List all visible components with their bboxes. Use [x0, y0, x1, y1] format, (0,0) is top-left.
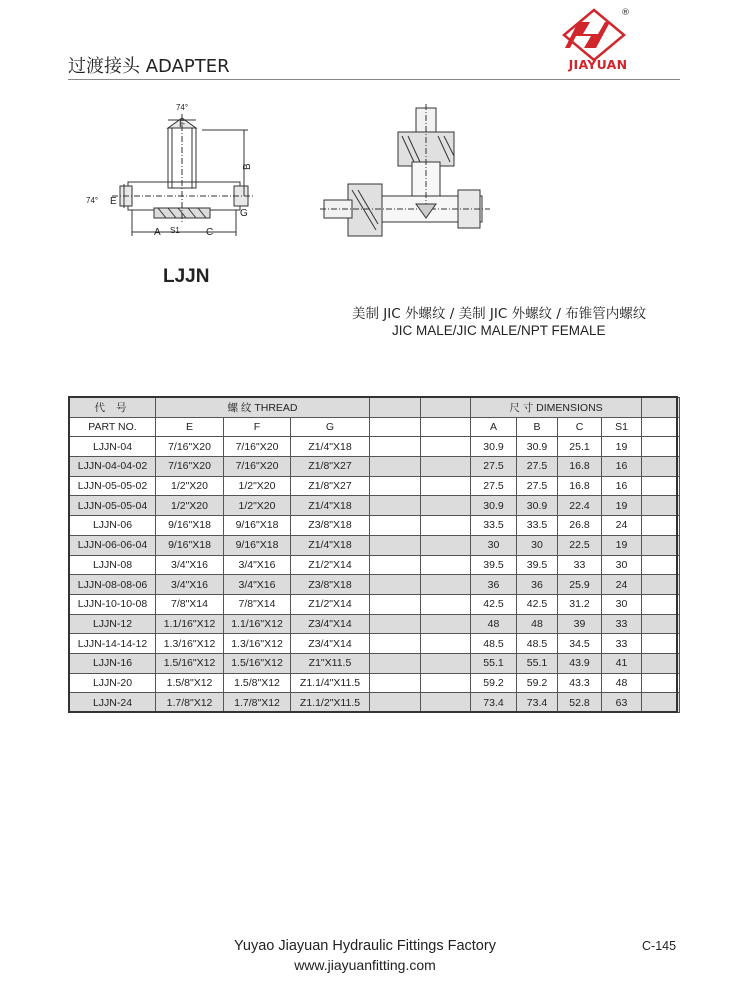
dimensions-group-header: 尺 寸 DIMENSIONS [471, 398, 642, 418]
part-group-header: 代 号 [70, 398, 156, 418]
table-row [70, 555, 680, 575]
table-cell: 30 [602, 594, 642, 614]
table-cell: 1.5/16"X12 [224, 653, 291, 673]
table-cell: 30 [517, 535, 558, 555]
table-cell [421, 693, 471, 713]
table-cell [370, 594, 421, 614]
table-cell: 1.3/16"X12 [156, 634, 224, 654]
table-cell [421, 496, 471, 516]
dim-c-label: C [206, 227, 214, 238]
table-cell [642, 653, 680, 673]
table-cell: 3/4"X16 [156, 555, 224, 575]
table-cell: Z3/4"X14 [291, 614, 370, 634]
table-row [70, 594, 680, 614]
table-cell: Z3/8"X18 [291, 575, 370, 595]
table-cell: 39 [558, 614, 602, 634]
column-header: C [558, 417, 602, 437]
table-cell: 24 [602, 575, 642, 595]
table-cell: 55.1 [517, 653, 558, 673]
table-cell [370, 535, 421, 555]
dim-a-label: A [154, 227, 161, 238]
table-cell [421, 634, 471, 654]
part-number-cell: LJJN-14-14-12 [70, 634, 156, 654]
table-cell: 9/16"X18 [156, 516, 224, 536]
thread-group-header: 螺 纹 THREAD [156, 398, 370, 418]
table-cell: 36 [517, 575, 558, 595]
dim-e-label: E [110, 196, 117, 207]
table-cell: 1.5/8"X12 [224, 673, 291, 693]
table-cell: 7/8"X14 [224, 594, 291, 614]
table-cell: 73.4 [517, 693, 558, 713]
table-cell: 42.5 [471, 594, 517, 614]
table-cell [642, 476, 680, 496]
table-cell: 43.9 [558, 653, 602, 673]
table-cell: 1.5/16"X12 [156, 653, 224, 673]
table-cell [370, 653, 421, 673]
part-number-cell: LJJN-04 [70, 437, 156, 457]
dim-f-label: F [178, 119, 186, 130]
table-cell: Z1/2"X14 [291, 555, 370, 575]
table-cell: 1.7/8"X12 [156, 693, 224, 713]
table-cell: 9/16"X18 [156, 535, 224, 555]
table-cell: 63 [602, 693, 642, 713]
table-cell: 3/4"X16 [156, 575, 224, 595]
table-cell: 36 [471, 575, 517, 595]
part-number-cell: LJJN-16 [70, 653, 156, 673]
table-cell [370, 555, 421, 575]
table-row [70, 437, 680, 457]
table-cell [370, 673, 421, 693]
table-cell: 7/16"X20 [224, 457, 291, 477]
table-cell: 7/16"X20 [156, 437, 224, 457]
dim-b-label: B [242, 163, 253, 170]
table-row [70, 516, 680, 536]
table-cell [370, 457, 421, 477]
table-cell: 1/2"X20 [156, 476, 224, 496]
table-cell: Z3/4"X14 [291, 634, 370, 654]
table-cell: 1.7/8"X12 [224, 693, 291, 713]
table-cell [421, 437, 471, 457]
part-number-cell: LJJN-05-05-04 [70, 496, 156, 516]
part-number-cell: LJJN-12 [70, 614, 156, 634]
table-cell: 59.2 [517, 673, 558, 693]
blank-header-cell [421, 398, 471, 418]
table-cell: 19 [602, 535, 642, 555]
table-cell: 24 [602, 516, 642, 536]
table-cell: Z1/8"X27 [291, 476, 370, 496]
column-header [421, 417, 471, 437]
table-cell [642, 575, 680, 595]
table-cell: 3/4"X16 [224, 555, 291, 575]
table-cell: 1/2"X20 [156, 496, 224, 516]
column-header: E [156, 417, 224, 437]
table-cell: 7/16"X20 [224, 437, 291, 457]
column-header [642, 417, 680, 437]
table-cell: 33 [602, 614, 642, 634]
table-cell [642, 457, 680, 477]
table-row [70, 457, 680, 477]
table-cell: 27.5 [471, 457, 517, 477]
table-cell [370, 634, 421, 654]
table-cell: 48 [471, 614, 517, 634]
table-cell: Z1/8"X27 [291, 457, 370, 477]
table-cell: 52.8 [558, 693, 602, 713]
table-cell: Z1.1/4"X11.5 [291, 673, 370, 693]
table-cell: 7/8"X14 [156, 594, 224, 614]
dim-g-label: G [240, 208, 248, 219]
table-cell [421, 575, 471, 595]
angle-side-label: 74° [86, 196, 99, 205]
table-cell: 3/4"X16 [224, 575, 291, 595]
table-cell [370, 516, 421, 536]
table-cell [421, 555, 471, 575]
table-cell [642, 673, 680, 693]
dimension-drawing [84, 100, 264, 250]
table-cell: Z1/4"X18 [291, 535, 370, 555]
column-header: A [471, 417, 517, 437]
part-number-cell: LJJN-06-06-04 [70, 535, 156, 555]
description-english: JIC MALE/JIC MALE/NPT FEMALE [392, 323, 606, 338]
part-number-cell: LJJN-04-04-02 [70, 457, 156, 477]
table-cell [370, 693, 421, 713]
table-cell: 27.5 [517, 457, 558, 477]
table-cell: 22.5 [558, 535, 602, 555]
table-cell: 9/16"X18 [224, 535, 291, 555]
blank-header-cell [642, 398, 680, 418]
column-header: F [224, 417, 291, 437]
dim-s1-label: S1 [170, 226, 180, 235]
table-cell [642, 555, 680, 575]
part-number-cell: LJJN-24 [70, 693, 156, 713]
table-row [70, 673, 680, 693]
table-cell [421, 535, 471, 555]
table-cell: Z1/4"X18 [291, 496, 370, 516]
table-cell [370, 496, 421, 516]
table-row [70, 575, 680, 595]
table-cell: 30.9 [517, 496, 558, 516]
part-number-cell: LJJN-05-05-02 [70, 476, 156, 496]
table-cell: 16.8 [558, 476, 602, 496]
table-cell: 59.2 [471, 673, 517, 693]
table-cell: 27.5 [517, 476, 558, 496]
description-chinese: 美制 JIC 外螺纹 / 美制 JIC 外螺纹 / 布锥管内螺纹 [352, 306, 647, 322]
table-cell: 1.1/16"X12 [156, 614, 224, 634]
part-number-cell: LJJN-06 [70, 516, 156, 536]
table-cell [421, 653, 471, 673]
table-cell: 43.3 [558, 673, 602, 693]
part-number-cell: LJJN-08-08-06 [70, 575, 156, 595]
table-cell: 26.8 [558, 516, 602, 536]
header-divider [68, 79, 680, 80]
table-cell: 31.2 [558, 594, 602, 614]
table-cell: Z1.1/2"X11.5 [291, 693, 370, 713]
table-cell: 48.5 [517, 634, 558, 654]
table-cell: Z1/2"X14 [291, 594, 370, 614]
table-cell: Z3/8"X18 [291, 516, 370, 536]
table-cell [642, 535, 680, 555]
table-cell [642, 634, 680, 654]
table-cell [370, 437, 421, 457]
table-cell [421, 457, 471, 477]
table-cell [642, 516, 680, 536]
blank-header-cell [370, 398, 421, 418]
group-header-row [70, 398, 680, 418]
table-cell: 41 [602, 653, 642, 673]
column-header: S1 [602, 417, 642, 437]
table-cell: 7/16"X20 [156, 457, 224, 477]
table-cell [642, 594, 680, 614]
table-cell: 39.5 [517, 555, 558, 575]
table-cell: Z1/4"X18 [291, 437, 370, 457]
table-cell: 39.5 [471, 555, 517, 575]
column-header-row [70, 417, 680, 437]
table-cell: 9/16"X18 [224, 516, 291, 536]
table-cell [370, 476, 421, 496]
table-cell: 73.4 [471, 693, 517, 713]
table-cell: 1/2"X20 [224, 476, 291, 496]
page-number: C-145 [642, 939, 677, 953]
registered-mark: ® [621, 8, 630, 18]
table-cell: 25.1 [558, 437, 602, 457]
model-code: LJJN [163, 266, 210, 287]
company-name: Yuyao Jiayuan Hydraulic Fittings Factory [234, 938, 496, 954]
table-cell: 33.5 [517, 516, 558, 536]
table-cell: 42.5 [517, 594, 558, 614]
table-row [70, 476, 680, 496]
table-cell [421, 673, 471, 693]
column-header: PART NO. [70, 417, 156, 437]
table-cell [421, 476, 471, 496]
table-cell: 22.4 [558, 496, 602, 516]
table-cell: 1.1/16"X12 [224, 614, 291, 634]
column-header [370, 417, 421, 437]
spec-table [69, 397, 680, 713]
part-number-cell: LJJN-08 [70, 555, 156, 575]
table-cell [642, 496, 680, 516]
table-cell: 1/2"X20 [224, 496, 291, 516]
table-cell [421, 614, 471, 634]
table-cell: 48 [602, 673, 642, 693]
page-title: 过渡接头 ADAPTER [68, 56, 230, 77]
part-number-cell: LJJN-10-10-08 [70, 594, 156, 614]
table-cell [370, 575, 421, 595]
table-cell: 30.9 [517, 437, 558, 457]
table-cell [642, 437, 680, 457]
table-row [70, 653, 680, 673]
table-cell: 33 [602, 634, 642, 654]
table-cell: 19 [602, 496, 642, 516]
table-cell: 25.9 [558, 575, 602, 595]
table-cell [642, 614, 680, 634]
table-cell: 30.9 [471, 437, 517, 457]
angle-top-label: 74° [175, 103, 189, 112]
table-cell: 48.5 [471, 634, 517, 654]
table-cell: 30.9 [471, 496, 517, 516]
table-cell [421, 516, 471, 536]
table-cell: 33 [558, 555, 602, 575]
table-cell: 16 [602, 457, 642, 477]
table-cell: 1.3/16"X12 [224, 634, 291, 654]
table-row [70, 614, 680, 634]
table-cell [642, 693, 680, 713]
table-cell: 33.5 [471, 516, 517, 536]
table-cell: 27.5 [471, 476, 517, 496]
assembly-drawing [318, 100, 498, 250]
table-cell: 19 [602, 437, 642, 457]
table-row [70, 693, 680, 713]
brand-name: JIAYUAN [568, 57, 628, 72]
table-cell: Z1"X11.5 [291, 653, 370, 673]
table-row [70, 634, 680, 654]
table-cell: 30 [602, 555, 642, 575]
column-header: G [291, 417, 370, 437]
table-cell: 16 [602, 476, 642, 496]
table-cell: 48 [517, 614, 558, 634]
table-cell: 16.8 [558, 457, 602, 477]
table-cell: 30 [471, 535, 517, 555]
website-link[interactable]: www.jiayuanfitting.com [294, 957, 436, 973]
part-number-cell: LJJN-20 [70, 673, 156, 693]
table-cell [421, 594, 471, 614]
table-cell: 55.1 [471, 653, 517, 673]
table-cell [370, 614, 421, 634]
table-row [70, 496, 680, 516]
table-cell: 1.5/8"X12 [156, 673, 224, 693]
table-cell: 34.5 [558, 634, 602, 654]
column-header: B [517, 417, 558, 437]
table-row [70, 535, 680, 555]
